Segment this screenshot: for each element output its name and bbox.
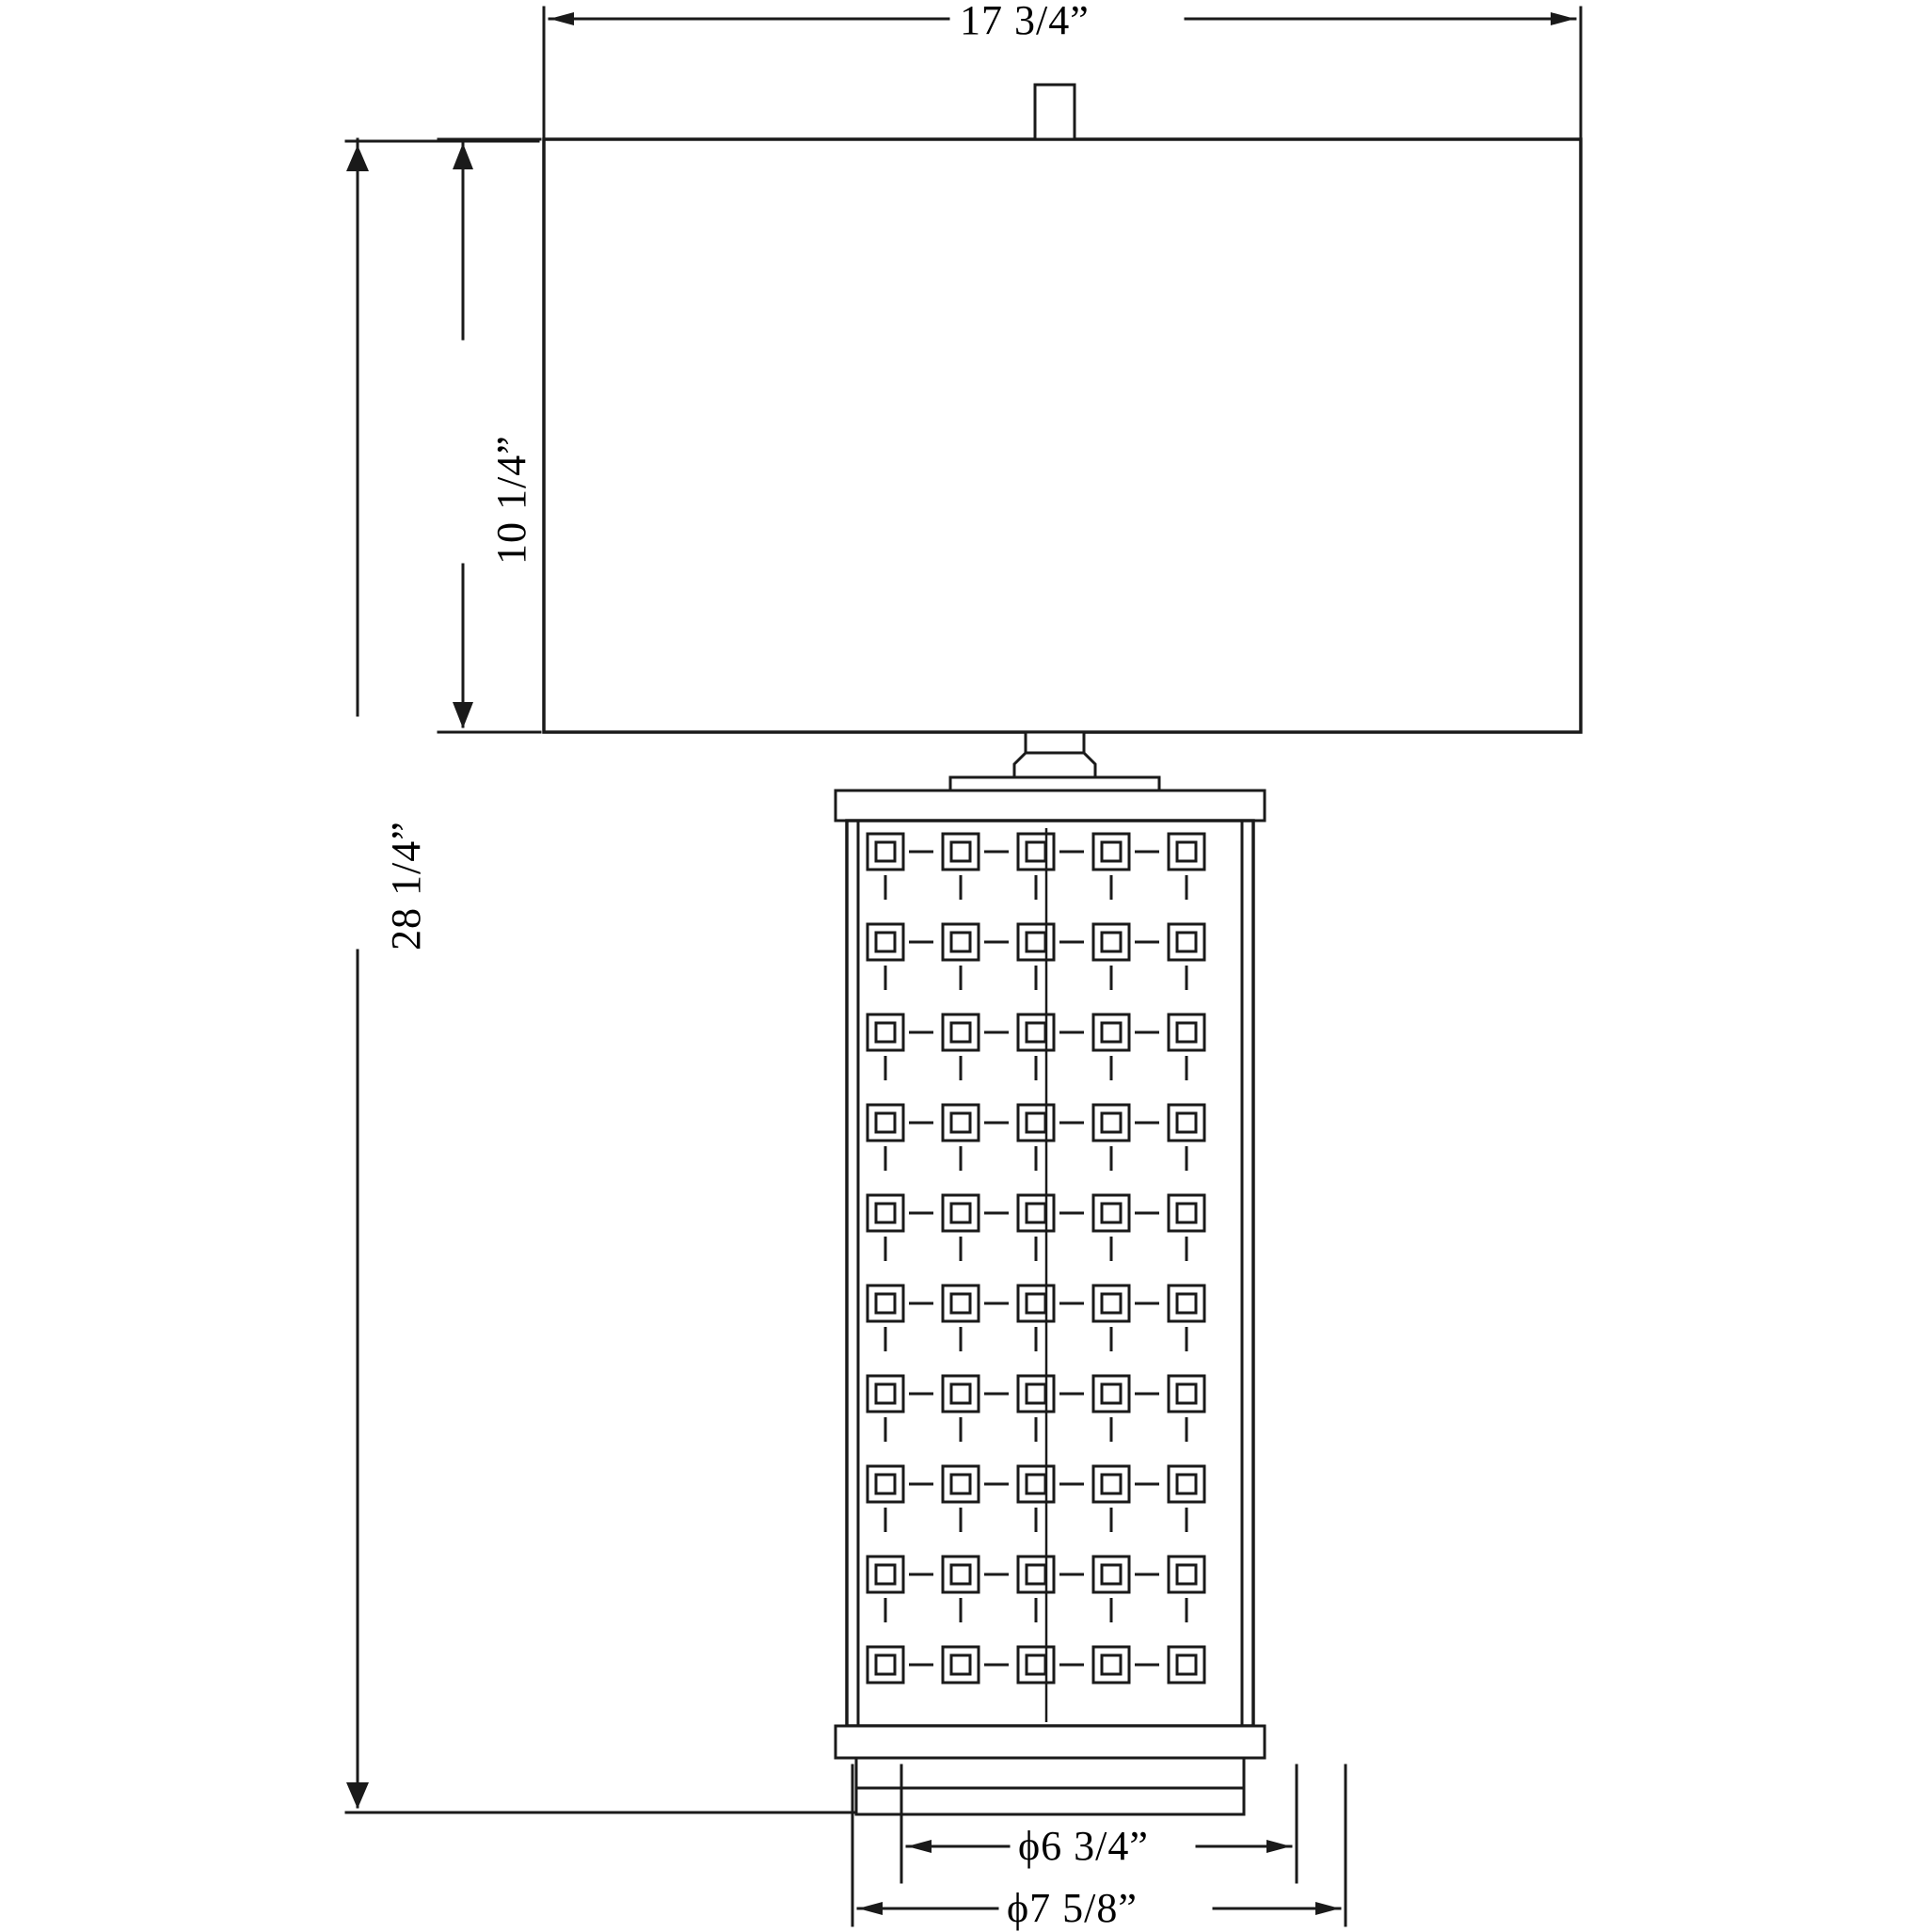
dimension-label-shade-width: 17 3/4”: [960, 0, 1090, 43]
dimension-label-overall-height: 28 1/4”: [383, 821, 429, 950]
dimension-label-base-diameter-lower: ϕ7 5/8”: [1007, 1885, 1138, 1931]
dimension-label-shade-height: 10 1/4”: [488, 435, 534, 565]
dimension-label-base-diameter-upper: ϕ6 3/4”: [1018, 1823, 1149, 1869]
